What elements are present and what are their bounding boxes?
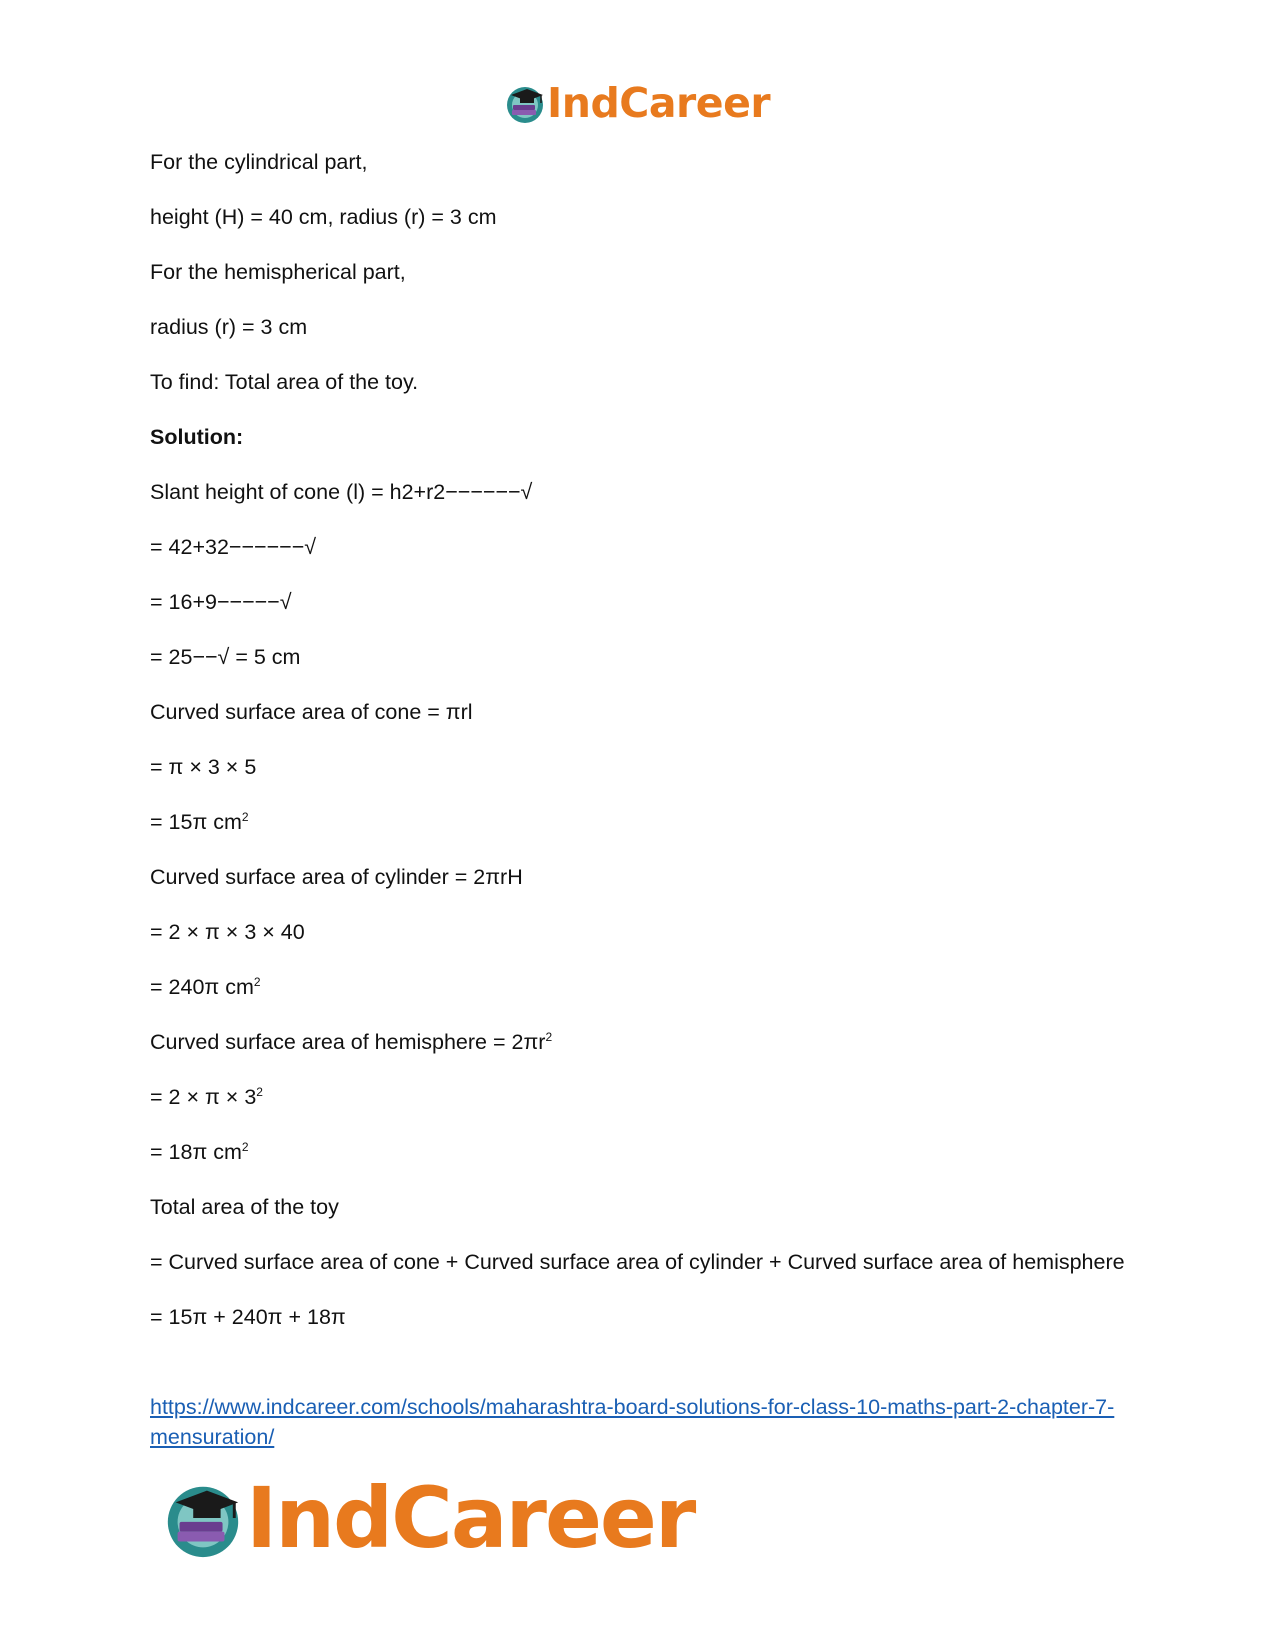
text-line: = 2 × π × 3 × 40 <box>150 920 305 944</box>
text-line: To find: Total area of the toy. <box>150 370 419 394</box>
text-line: For the hemispherical part, <box>150 260 406 284</box>
math-expression: = 2 × π × 3 <box>150 1085 257 1109</box>
text-line: Total area of the toy <box>150 1195 339 1219</box>
text-line <box>150 1137 1130 1167</box>
text-line: For the cylindrical part, <box>150 150 368 174</box>
text-line: = Curved surface area of cone + Curved surface area of cylinder + Curved surface area of hemisphere <box>150 1250 1125 1274</box>
exponent: 2 <box>241 809 249 824</box>
text-line <box>150 807 1130 837</box>
text-line: Slant height of cone (l) = h2+r2−−−−−−√ <box>150 480 533 504</box>
text-line <box>150 972 1130 1002</box>
document-body <box>150 147 1130 1357</box>
text-line <box>150 1082 1130 1112</box>
exponent: 2 <box>241 1139 249 1154</box>
header-logo <box>503 80 770 126</box>
text-line: Curved surface area of cone = πrl <box>150 700 473 724</box>
math-expression: = 240π cm <box>150 975 254 999</box>
graduation-cap-globe-icon <box>503 81 547 125</box>
text-line: radius (r) = 3 cm <box>150 315 308 339</box>
text-line: height (H) = 40 cm, radius (r) = 3 cm <box>150 205 497 229</box>
text-line: = π × 3 × 5 <box>150 755 257 779</box>
source-link[interactable]: https://www.indcareer.com/schools/maharashtra-board-solutions-for-class-10-maths-part-2-chapter-7-mensuration/ <box>150 1395 1115 1449</box>
exponent: 2 <box>256 1084 263 1099</box>
text-line: = 16+9−−−−−√ <box>150 590 292 614</box>
footer-logo <box>160 1470 694 1566</box>
text-line: = 42+32−−−−−−√ <box>150 535 317 559</box>
math-expression: = 18π cm <box>150 1140 242 1164</box>
solution-heading: Solution: <box>150 425 244 449</box>
exponent: 2 <box>545 1029 553 1044</box>
text-line: = 25−−√ = 5 cm <box>150 645 301 669</box>
math-expression: Curved surface area of hemisphere = 2πr <box>150 1030 546 1054</box>
brand-name: IndCareer <box>547 79 771 127</box>
math-expression: = 15π cm <box>150 810 242 834</box>
text-line <box>150 1027 1130 1057</box>
brand-name: IndCareer <box>246 1469 695 1567</box>
text-line: = 15π + 240π + 18π <box>150 1305 346 1329</box>
text-line: Curved surface area of cylinder = 2πrH <box>150 865 523 889</box>
graduation-cap-globe-icon <box>160 1475 246 1561</box>
exponent: 2 <box>253 974 261 989</box>
